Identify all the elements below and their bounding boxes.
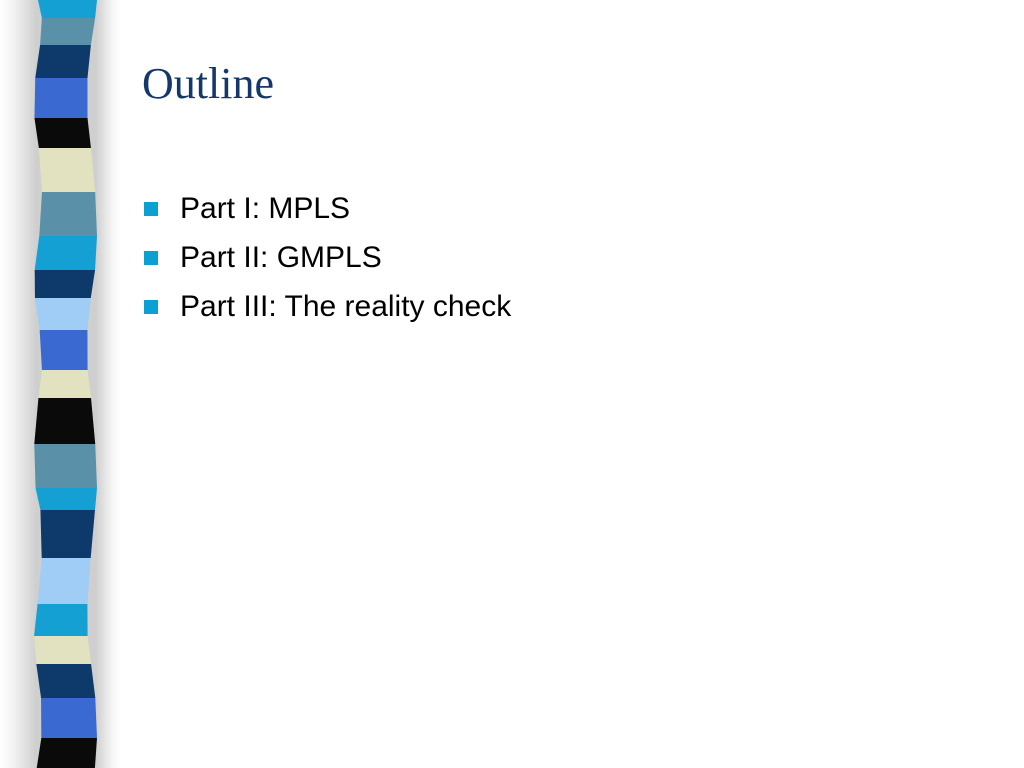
stripe-segment	[40, 18, 95, 45]
stripe-segment	[41, 698, 97, 738]
stripe-segment	[38, 370, 91, 398]
stripe-segment	[36, 488, 97, 510]
square-bullet-icon	[144, 251, 158, 265]
stripe-segment	[38, 558, 91, 604]
stripe-segment	[35, 298, 91, 330]
slide-title: Outline	[142, 59, 274, 108]
stripe-segment	[35, 270, 95, 298]
bullet-text: Part III: The reality check	[180, 289, 512, 323]
stripe-segment	[37, 738, 97, 768]
stripe-segment	[36, 664, 95, 698]
stripe-segment	[40, 510, 95, 558]
square-bullet-icon	[144, 300, 158, 314]
list-item	[142, 282, 511, 331]
bullet-list	[142, 184, 511, 331]
stripe-segment	[40, 330, 88, 370]
stripe-segment	[35, 45, 91, 78]
stripe-segment	[34, 636, 91, 664]
stripe-segment	[39, 148, 95, 192]
bullet-text: Part I: MPLS	[180, 191, 351, 225]
stripe-segment	[38, 0, 97, 18]
stripe-segment	[34, 604, 88, 636]
stripe-segment	[34, 78, 87, 118]
bullet-text: Part II: GMPLS	[180, 240, 382, 274]
list-item	[142, 184, 511, 233]
stripe-segment	[34, 444, 97, 488]
stripe-segment	[34, 398, 95, 444]
stripe-segment	[39, 192, 97, 236]
left-stripe-decoration	[0, 0, 120, 768]
stripe-segment	[34, 118, 90, 148]
list-item	[142, 233, 511, 282]
square-bullet-icon	[144, 202, 158, 216]
stripe-segment	[35, 236, 97, 270]
